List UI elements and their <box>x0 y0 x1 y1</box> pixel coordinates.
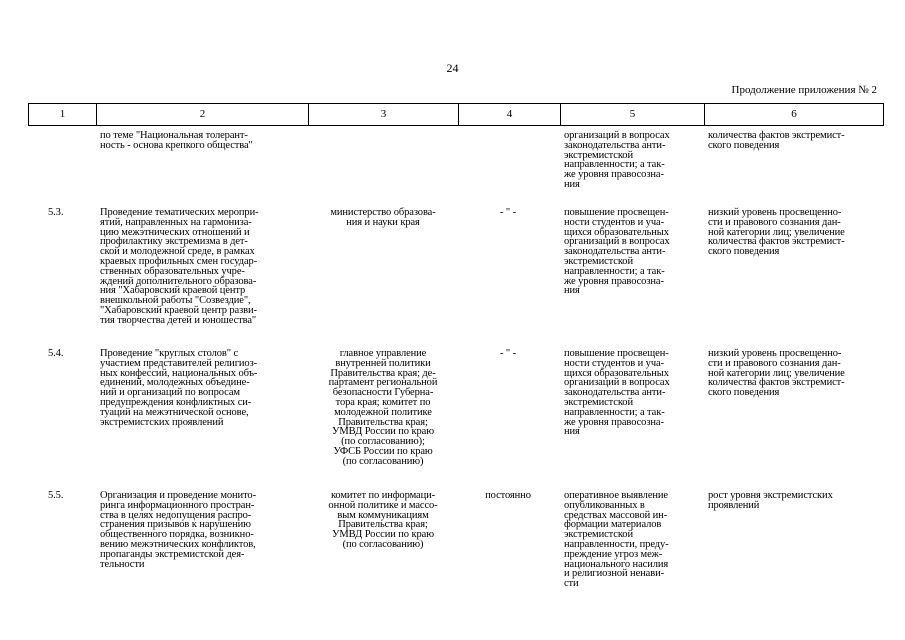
deadline: постоянно <box>485 490 531 501</box>
column-header-2: 2 <box>96 104 308 125</box>
executor: комитет по информаци- онной политике и массо- вым коммуникациям Правительства края; УМВД России по краю (по согласованию) <box>328 490 438 550</box>
column-header-4: 4 <box>458 104 560 125</box>
executor: министерство образова- ния и науки края <box>330 207 436 228</box>
event-name: Организация и проведение монито- ринга информационного простран- ства в целях недопущения распро- странения призывов к нарушению общественного порядка, возникно- вению межэтнических конфликтов, пропаганды экстремистской дея- тельности <box>100 490 256 570</box>
row-number: 5.5. <box>48 490 64 501</box>
deadline: - " - <box>499 207 517 218</box>
page-number: 24 <box>446 61 459 75</box>
row-number: 5.3. <box>48 207 64 218</box>
expected-result: организаций в вопросах законодательства анти- экстремистской направленности; а так- же уровня правосозна- ния <box>564 130 670 190</box>
expected-result: оперативное выявление опубликованных в средствах массовой ин- формации материалов экстремистской направленности, преду- преждение угроз меж- национального насилия и религиозной ненави- сти <box>564 490 669 590</box>
event-name: Проведение тематических меропри- ятий, направленных на гармониза- цию межэтнических отношений и профилактику экстремизма в дет- ской и молодежной среде, в рамках краевых профильных смен государ- ственных образовательных учре- ждений дополнительного образова- ния "Хабаровский краевой центр внешкольной работы "Созвездие", "Хабаровский краевой центр разви- тия творчества детей и юношества" <box>100 207 259 326</box>
consequences: рост уровня экстремистских проявлений <box>708 490 833 511</box>
event-name: Проведение "круглых столов" с участием представителей религиоз- ных конфессий, национальных объ- единений, молодежных объедине- ний и организаций по вопросам предупреждения конфликтных си- туаций на межэтнической основе, экстремистских проявлений <box>100 348 258 428</box>
table-column-header-row <box>28 103 884 126</box>
expected-result: повышение просвещен- ности студентов и уча- щихся образовательных организаций в вопросах законодательства анти- экстремистской направленности; а так- же уровня правосозна- ния <box>564 207 670 297</box>
consequences: низкий уровень просвещенно- сти и правового сознания дан- ной категории лиц; увеличение количества фактов экстремист- ского поведения <box>708 348 845 399</box>
column-header-6: 6 <box>704 104 884 125</box>
consequences: низкий уровень просвещенно- сти и правового сознания дан- ной категории лиц; увеличение количества фактов экстремист- ского поведения <box>708 207 845 258</box>
consequences: количества фактов экстремист- ского поведения <box>708 130 845 151</box>
column-header-3: 3 <box>308 104 458 125</box>
column-header-1: 1 <box>28 104 96 125</box>
row-number: 5.4. <box>48 348 64 359</box>
deadline: - " - <box>499 348 517 359</box>
executor: главное управление внутренней политики Правительства края; де- партамент региональной безопасности Губерна- тора края; комитет по молодежной политике Правительства края; УМВД России по краю (по согласованию); УФСБ России по краю (по согласованию) <box>328 348 438 467</box>
event-name: по теме "Национальная толерант- ность - основа крепкого общества" <box>100 130 253 151</box>
column-header-5: 5 <box>560 104 704 125</box>
expected-result: повышение просвещен- ности студентов и уча- щихся образовательных организаций в вопросах законодательства анти- экстремистской направленности; а так- же уровня правосозна- ния <box>564 348 670 438</box>
appendix-continuation-label: Продолжение приложения № 2 <box>731 84 877 96</box>
